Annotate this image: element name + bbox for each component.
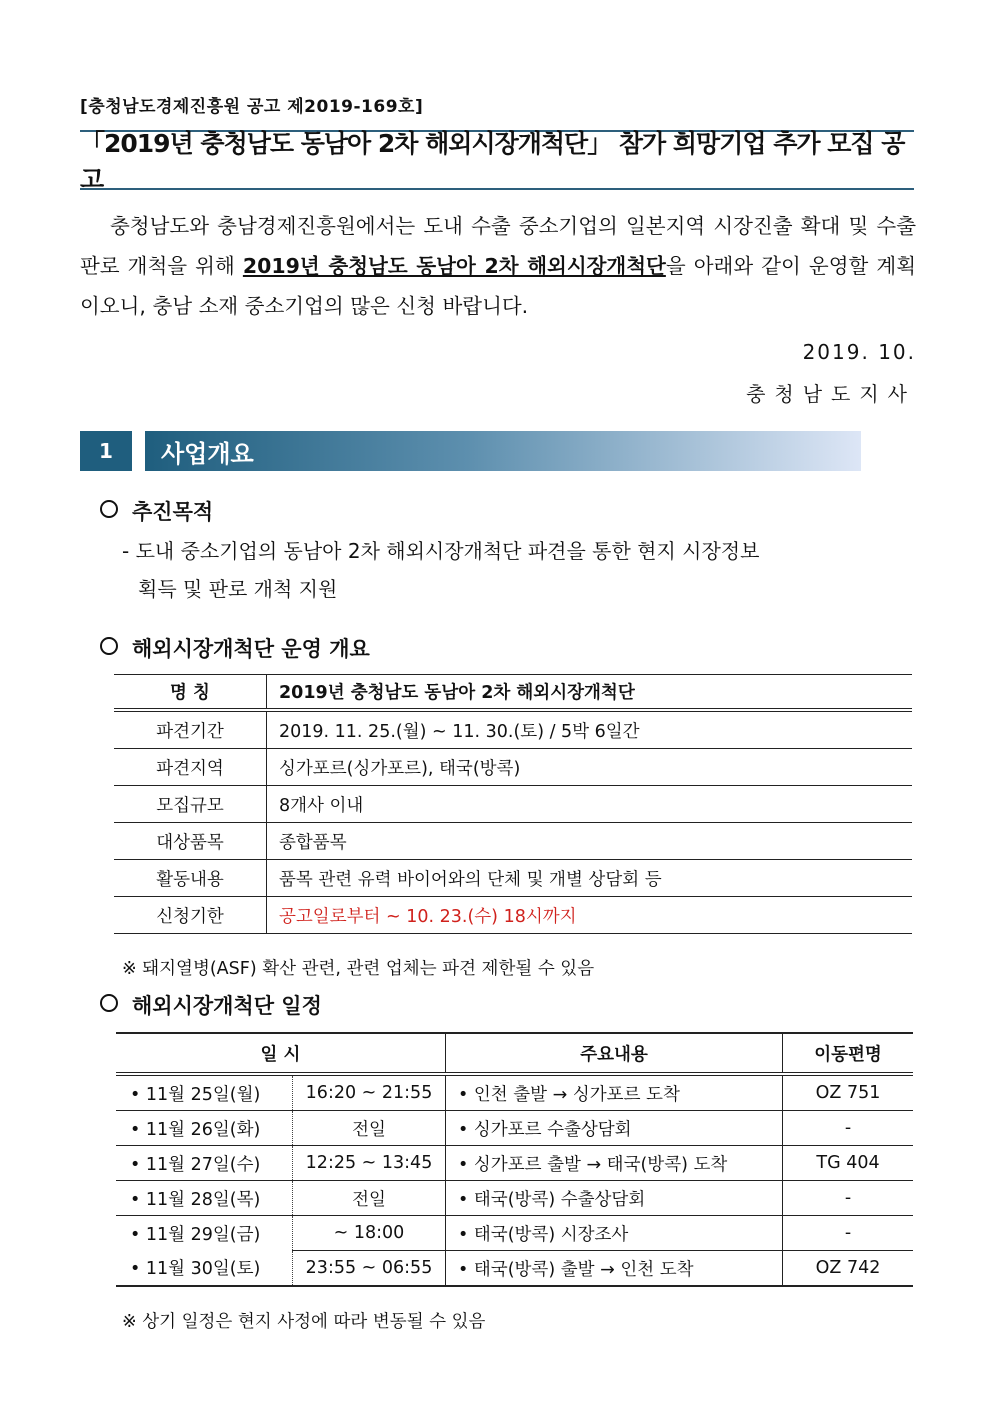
table-row bbox=[114, 897, 912, 934]
table-row bbox=[116, 1074, 913, 1111]
schedule-date: • 11월 29일(금) bbox=[130, 1224, 261, 1245]
notice-date: 2019. 10. bbox=[802, 340, 916, 364]
row-value: 품목 관련 유력 바이어와의 단체 및 개별 상담회 등 bbox=[267, 860, 913, 897]
schedule-content: • 태국(방콕) 시장조사 bbox=[446, 1216, 783, 1251]
title-box bbox=[80, 129, 914, 194]
schedule-heading-text: 해외시장개척단 일정 bbox=[132, 994, 322, 1018]
issuer: 충청남도지사 bbox=[746, 382, 916, 406]
table-row bbox=[114, 710, 912, 749]
schedule-content: • 인천 출발 → 싱가포르 도착 bbox=[446, 1074, 783, 1111]
schedule-time: 전일 bbox=[293, 1111, 446, 1146]
row-value: 싱가포르(싱가포르), 태국(방콕) bbox=[267, 749, 913, 786]
purpose-heading bbox=[100, 496, 213, 526]
purpose-text bbox=[122, 532, 916, 608]
table-row bbox=[114, 786, 912, 823]
schedule-flight: TG 404 bbox=[783, 1146, 914, 1181]
row-value: 종합품목 bbox=[267, 823, 913, 860]
schedule-flight: OZ 742 bbox=[783, 1251, 914, 1287]
schedule-note: ※ 상기 일정은 현지 사정에 따라 변동될 수 있음 bbox=[122, 1312, 486, 1332]
circle-bullet-icon bbox=[100, 500, 118, 518]
overview-header-key: 명 칭 bbox=[114, 675, 267, 711]
document-title: 「2019년 충청남도 동남아 2차 해외시장개척단」 참가 희망기업 추가 모집 공고 bbox=[80, 129, 905, 194]
schedule-date: • 11월 28일(목) bbox=[116, 1181, 293, 1216]
row-key: 활동내용 bbox=[114, 860, 267, 897]
schedule-date: • 11월 30일(토) bbox=[116, 1251, 293, 1287]
table-row bbox=[116, 1251, 913, 1287]
row-value: 8개사 이내 bbox=[267, 786, 913, 823]
schedule-time: 23:55 ~ 06:55 bbox=[293, 1251, 446, 1287]
schedule-content: • 싱가포르 수출상담회 bbox=[446, 1111, 783, 1146]
row-key: 모집규모 bbox=[114, 786, 267, 823]
row-key: 파견기간 bbox=[114, 710, 267, 749]
purpose-line-1: - 도내 중소기업의 동남아 2차 해외시장개척단 파견을 통한 현지 시장정보 bbox=[122, 539, 760, 563]
row-key: 신청기한 bbox=[114, 897, 267, 934]
schedule-flight: - bbox=[783, 1181, 914, 1216]
schedule-flight: - bbox=[783, 1111, 914, 1146]
section-title: 사업개요 bbox=[145, 431, 861, 471]
intro-emphasis: 2019년 충청남도 동남아 2차 해외시장개척단 bbox=[242, 254, 666, 278]
schedule-content: • 태국(방콕) 수출상담회 bbox=[446, 1181, 783, 1216]
circle-bullet-icon bbox=[100, 994, 118, 1012]
schedule-time: 전일 bbox=[293, 1181, 446, 1216]
section-number: 1 bbox=[80, 431, 132, 471]
intro-part2: 을 아래와 같이 운영할 계획이오니, 충남 소재 중소기업의 많은 신청 바랍니다. bbox=[80, 254, 917, 318]
deadline-value: 공고일로부터 ~ 10. 23.(수) 18시까지 bbox=[267, 897, 913, 934]
overview-heading-text: 해외시장개척단 운영 개요 bbox=[132, 637, 370, 661]
circle-bullet-icon bbox=[100, 637, 118, 655]
header-datetime: 일 시 bbox=[116, 1033, 446, 1074]
purpose-line-2: 획득 및 판로 개척 지원 bbox=[138, 577, 338, 601]
table-row bbox=[116, 1111, 913, 1146]
table-row bbox=[116, 1146, 913, 1181]
schedule-date: • 11월 25일(월) bbox=[116, 1074, 293, 1111]
schedule-content: • 싱가포르 출발 → 태국(방콕) 도착 bbox=[446, 1146, 783, 1181]
schedule-table bbox=[116, 1032, 913, 1287]
row-key: 파견지역 bbox=[114, 749, 267, 786]
overview-table bbox=[114, 674, 912, 934]
overview-header-row bbox=[114, 675, 912, 711]
row-key: 대상품목 bbox=[114, 823, 267, 860]
schedule-flight: - bbox=[783, 1216, 914, 1251]
header-flight: 이동편명 bbox=[783, 1033, 914, 1074]
purpose-heading-text: 추진목적 bbox=[132, 500, 214, 524]
notice-number: [충청남도경제진흥원 공고 제2019-169호] bbox=[80, 97, 424, 117]
table-row bbox=[114, 749, 912, 786]
schedule-header-row bbox=[116, 1033, 913, 1074]
schedule-heading bbox=[100, 990, 322, 1020]
schedule-flight: OZ 751 bbox=[783, 1074, 914, 1111]
schedule-time: 16:20 ~ 21:55 bbox=[293, 1074, 446, 1111]
schedule-time: 12:25 ~ 13:45 bbox=[293, 1146, 446, 1181]
intro-paragraph bbox=[80, 206, 916, 326]
schedule-date: • 11월 26일(화) bbox=[116, 1111, 293, 1146]
header-content: 주요내용 bbox=[446, 1033, 783, 1074]
table-row bbox=[116, 1216, 913, 1251]
intro-part1: 충청남도와 충남경제진흥원에서는 도내 수출 중소기업의 일본지역 시장진출 확대 및 수출판로 개척을 위해 bbox=[80, 214, 916, 278]
row-value: 2019. 11. 25.(월) ~ 11. 30.(토) / 5박 6일간 bbox=[267, 710, 913, 749]
table-row bbox=[116, 1181, 913, 1216]
schedule-date: • 11월 27일(수) bbox=[116, 1146, 293, 1181]
overview-header-value: 2019년 충청남도 동남아 2차 해외시장개척단 bbox=[267, 675, 913, 711]
schedule-content: • 태국(방콕) 출발 → 인천 도착 bbox=[446, 1251, 783, 1287]
schedule-time: ~ 18:00 bbox=[293, 1216, 446, 1251]
table-row bbox=[114, 823, 912, 860]
asf-note: ※ 돼지열병(ASF) 확산 관련, 관련 업체는 파견 제한될 수 있음 bbox=[122, 959, 595, 979]
overview-heading bbox=[100, 633, 370, 663]
table-row bbox=[114, 860, 912, 897]
